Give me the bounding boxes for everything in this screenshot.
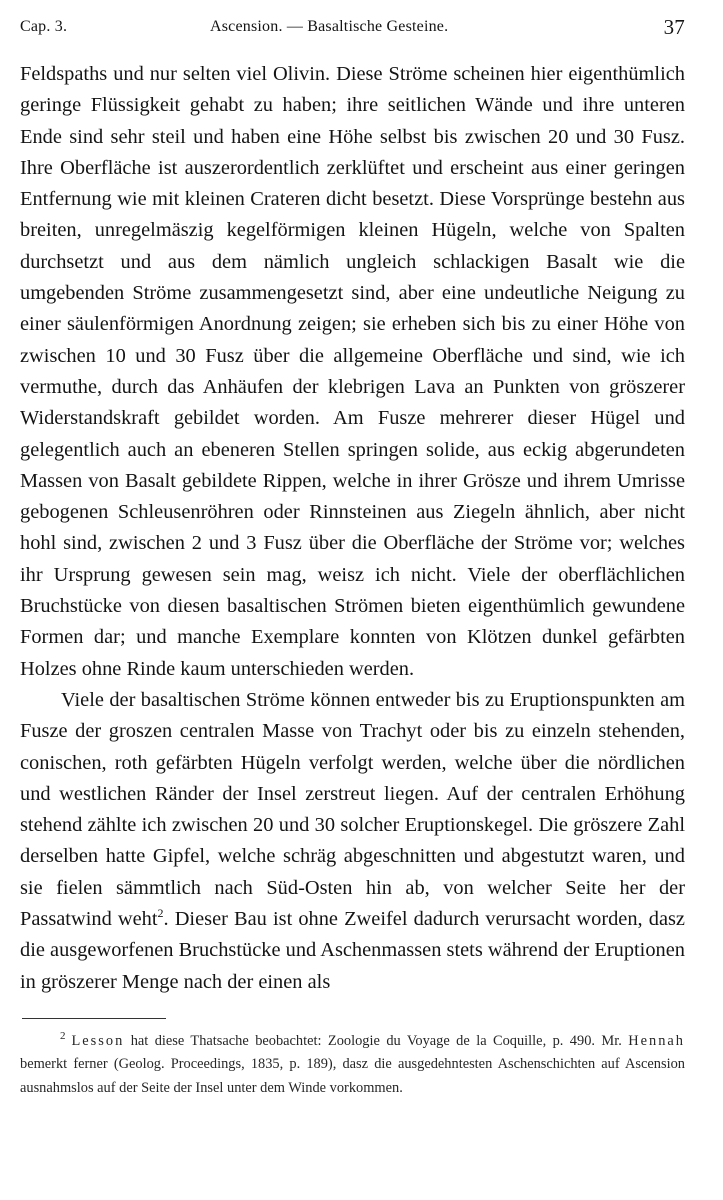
running-title: Ascension. — Basaltische Gesteine.: [210, 18, 449, 35]
footnote-reference[interactable]: 2: [157, 906, 164, 921]
paragraph-2-text-b: . Dieser Bau ist ohne Zweifel dadurch verursacht worden, dasz die ausgeworfenen Bruchstücke und Aschenmassen stets während der Eruptionen in gröszerer Menge nach der einen als: [20, 908, 685, 993]
paragraph-2: [20, 685, 685, 998]
footnote-2: [20, 1030, 685, 1101]
page-number: 37: [663, 15, 685, 39]
footnote-mark: 2: [60, 1030, 66, 1043]
running-head: [20, 12, 685, 42]
body-text: [20, 59, 685, 998]
footnote-author-lesson: Lesson: [71, 1032, 125, 1049]
footnote-text-a: hat diese Thatsache beobachtet: Zoologie du Voyage de la Coquille, p. 490. Mr.: [124, 1032, 629, 1049]
chapter-label: Cap. 3.: [20, 18, 68, 35]
paragraph-2-text-a: Viele der basaltischen Ströme können entweder bis zu Eruptionspunkten am Fusze der groszen centralen Masse von Trachyt oder bis zu einzeln stehenden, conischen, roth gefärbten Hügeln verfolgt werden, welche über die nördlichen und westlichen Ränder der Insel zerstreut liegen. Auf der centralen Erhöhung stehend zählte ich zwischen 20 und 30 solcher Eruptionskegel. Die gröszere Zahl derselben hatte Gipfel, welche schräg abgeschnitten und abgestutzt waren, und sie fielen sämmtlich nach Süd-Osten hin ab, von welcher Seite her der Passatwind weht: [20, 688, 685, 931]
footnotes: [20, 1030, 685, 1101]
footnote-author-hennah: Hennah: [628, 1032, 685, 1049]
paragraph-1: Feldspaths und nur selten viel Olivin. Diese Ströme scheinen hier eigenthümlich geringe Flüssigkeit gehabt zu haben; ihre seitlichen Wände und ihre unteren Ende sind sehr steil und haben eine Höhe selbst bis zwischen 20 und 30 Fusz. Ihre Oberfläche ist auszerordentlich zerklüftet und erscheint aus einer geringen Entfernung wie mit kleinen Crateren dicht besetzt. Diese Vorsprünge bestehn aus breiten, unregelmäszig kegelförmigen kleinen Hügeln, welche von Spalten durchsetzt und aus dem nämlich ungleich schlackigen Basalt wie die umgebenden Ströme zusammengesetzt sind, aber eine undeutliche Neigung zu einer säulenförmigen Anordnung zeigen; sie erheben sich bis zu einer Höhe von zwischen 10 und 30 Fusz über die allgemeine Oberfläche und sind, wie ich vermuthe, durch das Anhäufen der klebrigen Lava an Punkten von gröszerer Widerstandskraft gebildet worden. Am Fusze mehrerer dieser Hügel und gelegentlich auch an ebeneren Stellen springen solide, aus eckig abgerundeten Massen von Basalt gebildete Rippen, welche in ihrer Grösze und ihrem Umrisse gebogenen Schleusenröhren oder Rinnsteinen aus Ziegeln ähnlich, aber nicht hohl sind, zwischen 2 und 3 Fusz über die Oberfläche der Ströme vor; welches ihr Ursprung gewesen sein mag, weisz ich nicht. Viele der oberflächlichen Bruchstücke von diesen basaltischen Strömen bieten eigenthümlich gewundene Formen dar; und manche Exemplare konnten von Klötzen dunkel gefärbten Holzes ohne Rinde kaum unterschieden werden.: [20, 63, 685, 680]
footnote-text-b: bemerkt ferner (Geolog. Proceedings, 1835, p. 189), dasz die ausgedehntesten Aschenschichten auf Ascension ausnahmslos auf der Seite der Insel unter dem Winde vorkommen.: [20, 1056, 685, 1096]
footnote-divider: [22, 1018, 166, 1019]
